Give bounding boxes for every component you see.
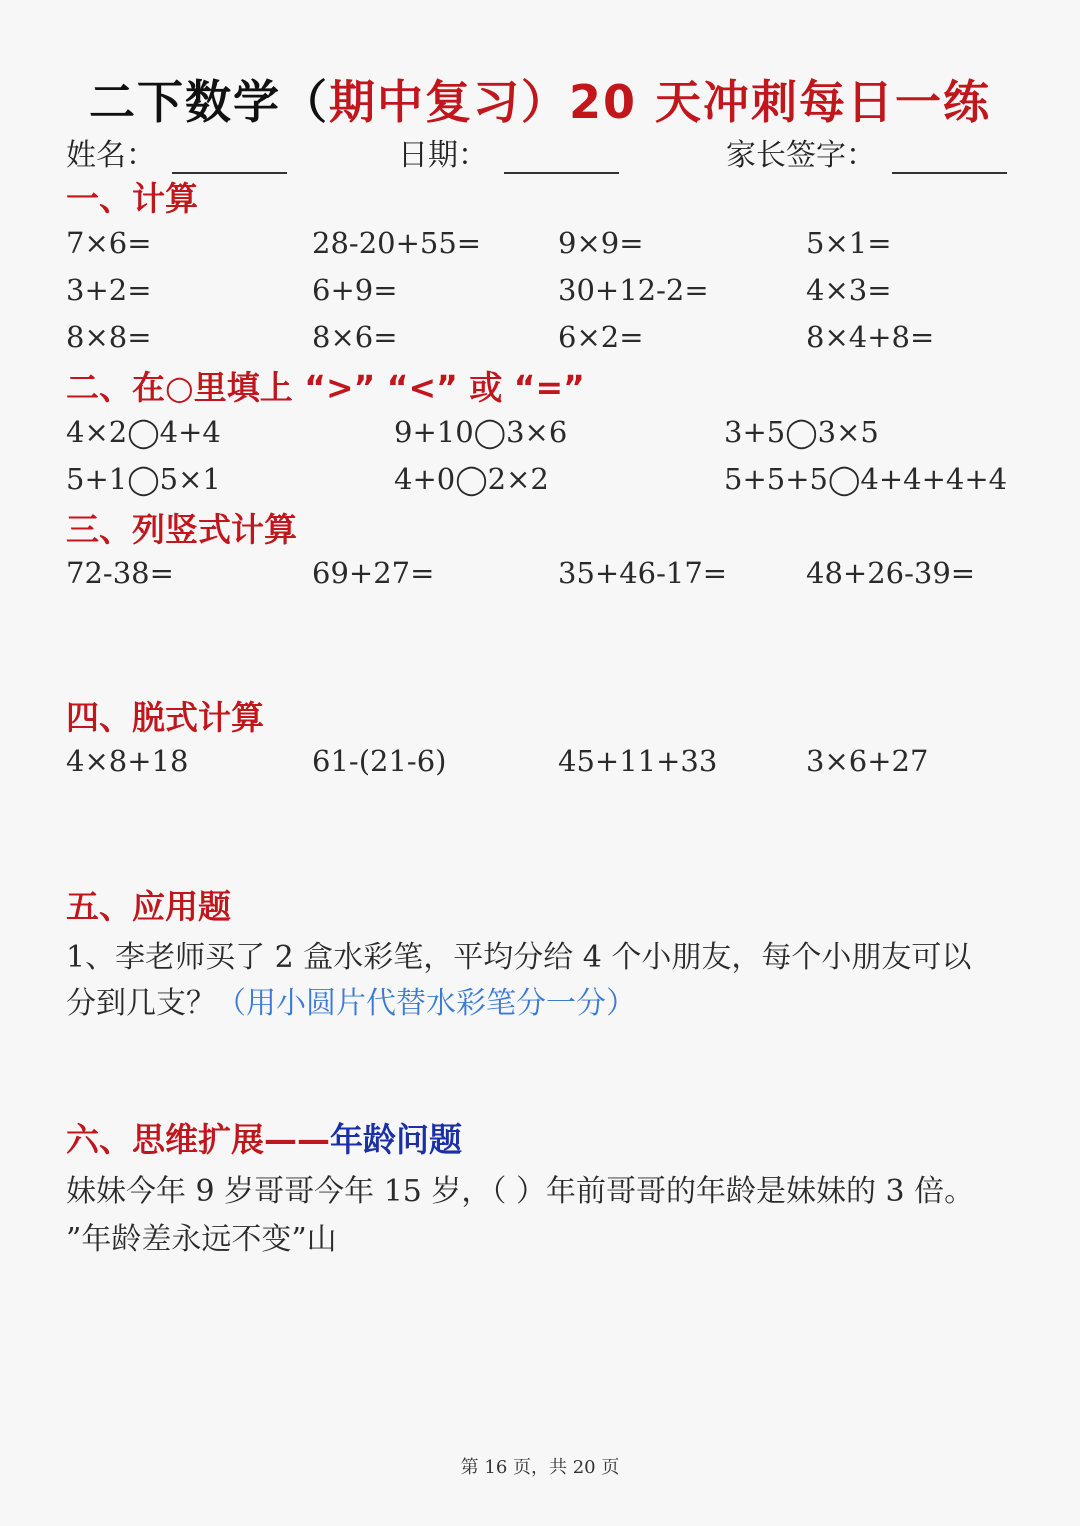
step-calc-problem: 3×6+27	[806, 744, 929, 778]
word-problem-line-2	[66, 978, 636, 1022]
compare-problem: 3+5◯3×5	[724, 415, 879, 449]
section-2-title: 二、在○里填上 “>” “<” 或 “=”	[66, 368, 585, 407]
step-calc-problem: 4×8+18	[66, 744, 189, 778]
problem: 9×9=	[558, 226, 644, 260]
age-problem-line-1: 妹妹今年 9 岁哥哥今年 15 岁，（ ）年前哥哥的年龄是妹妹的 3 倍。	[66, 1174, 975, 1209]
date-label: 日期：	[398, 138, 488, 173]
page-footer: 第 16 页，共 20 页	[460, 1457, 620, 1478]
word-problem-hint: （用小圆片代替水彩笔分一分）	[216, 986, 636, 1021]
problem: 6×2=	[558, 320, 644, 354]
age-problem-line-2: ”年龄差永远不变”山	[66, 1222, 337, 1257]
problem: 3+2=	[66, 273, 152, 307]
section-4-title: 四、脱式计算	[66, 698, 264, 737]
title-part-3: ）20 天冲刺每日一练	[520, 75, 992, 129]
problem: 8×8=	[66, 320, 152, 354]
step-calc-problem: 61-(21-6)	[312, 744, 447, 778]
date-field[interactable]	[398, 130, 619, 174]
page-title	[0, 66, 1080, 132]
problem: 4×3=	[806, 273, 892, 307]
word-problem-question: 分到几支？	[66, 986, 216, 1021]
vertical-calc-problem: 48+26-39=	[806, 556, 976, 590]
compare-problem: 9+10◯3×6	[394, 415, 568, 449]
parent-signature-field[interactable]	[726, 130, 1007, 174]
vertical-calc-problem: 72-38=	[66, 556, 174, 590]
vertical-calc-problem: 69+27=	[312, 556, 435, 590]
word-problem-line-1: 1、李老师买了 2 盒水彩笔，平均分给 4 个小朋友，每个小朋友可以	[66, 940, 972, 975]
title-part-2: 期中复习	[328, 75, 521, 129]
section-6-title-red: 六、思维扩展——	[66, 1120, 330, 1159]
compare-problem: 5+5+5◯4+4+4+4	[724, 462, 1008, 496]
compare-problem: 5+1◯5×1	[66, 462, 221, 496]
problem: 5×1=	[806, 226, 892, 260]
problem: 30+12-2=	[558, 273, 709, 307]
problem: 8×6=	[312, 320, 398, 354]
problem: 28-20+55=	[312, 226, 482, 260]
section-1-title: 一、计算	[66, 179, 198, 218]
date-blank[interactable]	[504, 140, 619, 174]
section-6-title-blue: 年龄问题	[330, 1120, 462, 1159]
section-5-title: 五、应用题	[66, 887, 231, 926]
compare-problem: 4+0◯2×2	[394, 462, 549, 496]
signature-label: 家长签字：	[726, 138, 876, 173]
step-calc-problem: 45+11+33	[558, 744, 718, 778]
title-part-1: 二下数学（	[88, 75, 329, 129]
name-field[interactable]	[66, 130, 287, 174]
compare-problem: 4×2◯4+4	[66, 415, 221, 449]
problem: 6+9=	[312, 273, 398, 307]
name-label: 姓名：	[66, 138, 156, 173]
problem: 7×6=	[66, 226, 152, 260]
name-blank[interactable]	[172, 140, 287, 174]
signature-blank[interactable]	[892, 140, 1007, 174]
section-3-title: 三、列竖式计算	[66, 510, 297, 549]
problem: 8×4+8=	[806, 320, 935, 354]
section-6-title	[66, 1114, 462, 1161]
vertical-calc-problem: 35+46-17=	[558, 556, 728, 590]
